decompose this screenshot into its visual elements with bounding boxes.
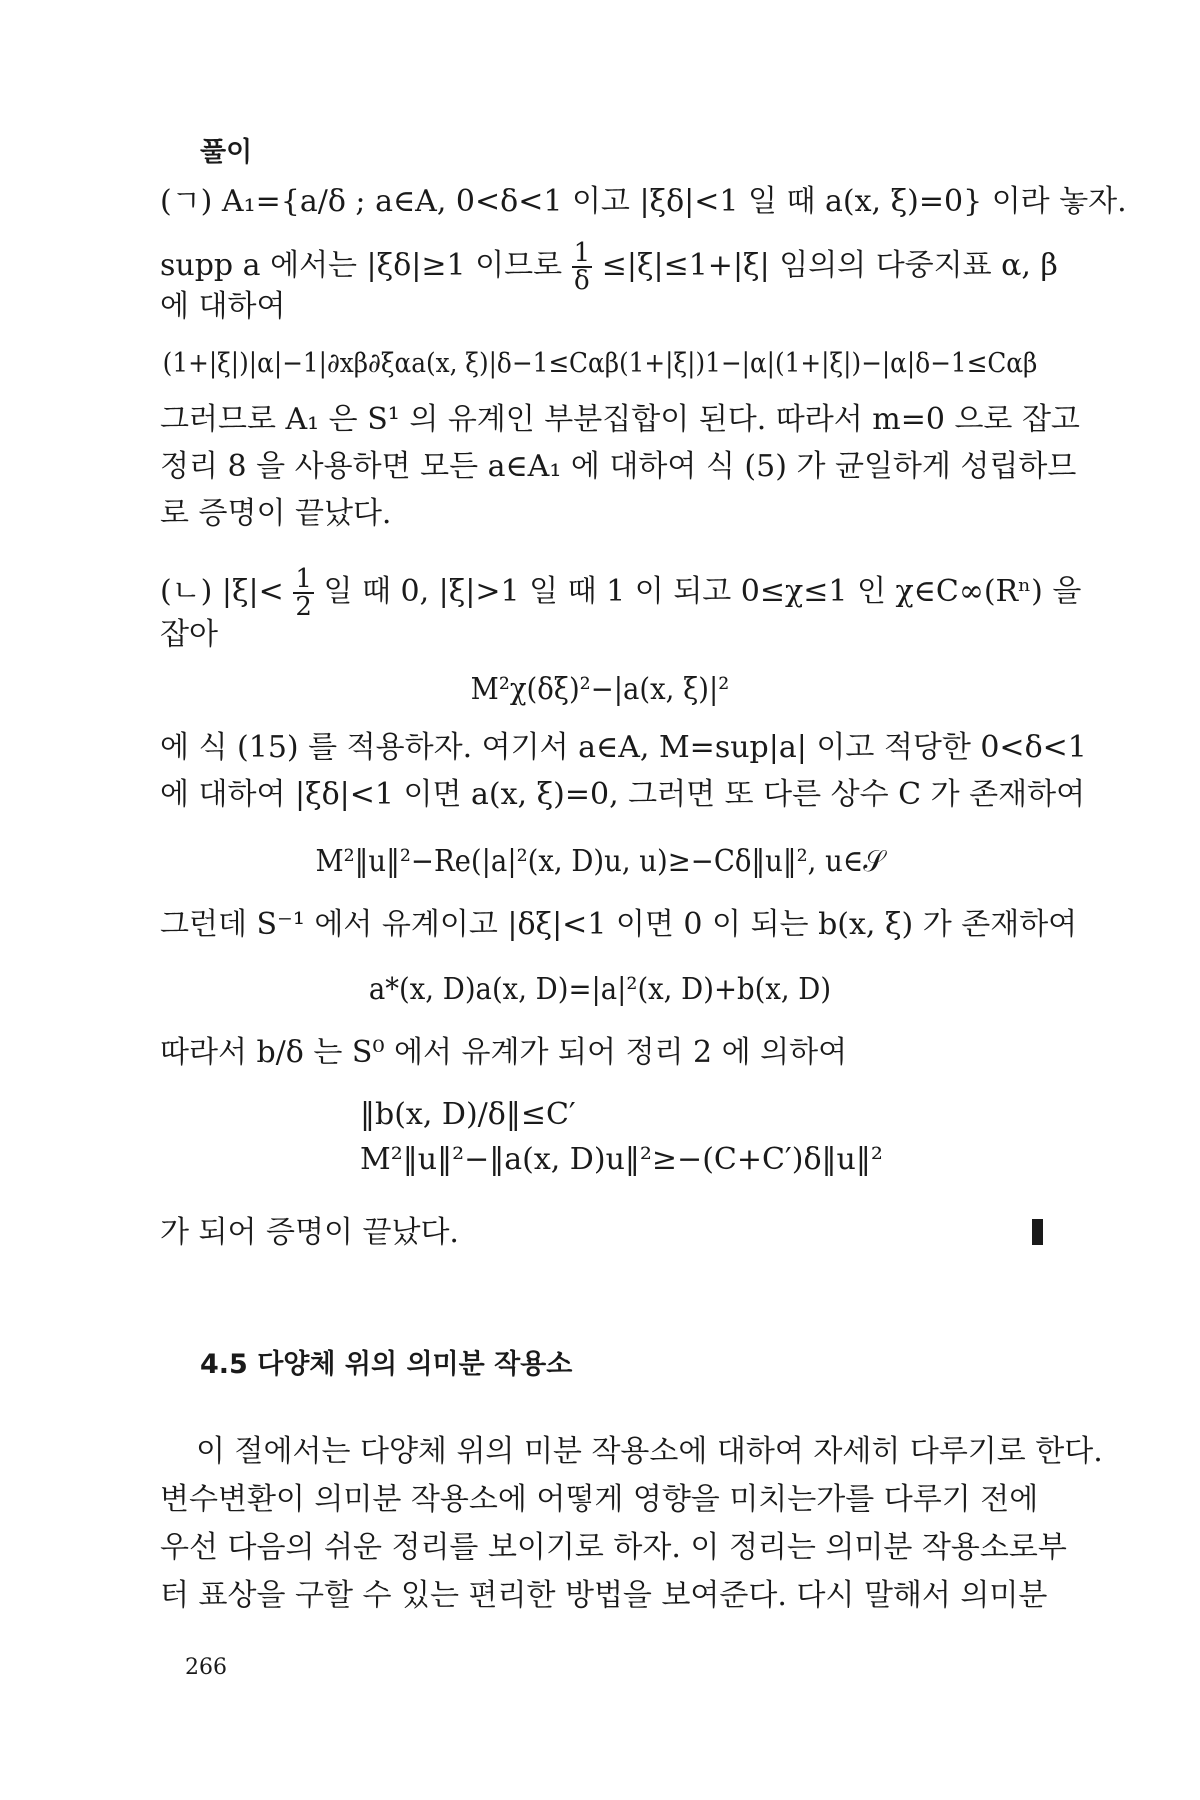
part-a-formula: (1+|ξ|)|α|−1|∂xβ∂ξαa(x, ξ)|δ−1≤Cαβ(1+|ξ|)1−|α|(1+|ξ|)−|α|δ−1≤Cαβ xyxy=(162,348,1038,379)
fraction-numerator: 1 xyxy=(295,564,312,594)
fraction-one-over-delta xyxy=(572,240,593,294)
part-b-formula-2: M²‖u‖²−Re(|a|²(x, D)u, u)≥−Cδ‖u‖², u∈𝒮 xyxy=(315,844,885,879)
part-b-line-1-pre: (ㄴ) |ξ|< xyxy=(160,574,284,609)
part-b-formula-1: M²χ(δξ)²−|a(x, ξ)|² xyxy=(470,672,730,707)
part-a-line-5: 정리 8 을 사용하면 모든 a∈A₁ 에 대하여 식 (5) 가 균일하게 성립하므 xyxy=(160,449,1077,484)
solution-heading: 풀이 xyxy=(200,137,253,168)
page-number: 266 xyxy=(185,1655,227,1680)
fraction-numerator: 1 xyxy=(573,238,591,268)
part-a-line-2-post: ≤|ξ|≤1+|ξ| 임의의 다중지표 α, β xyxy=(601,248,1058,283)
section-paragraph-line-2: 변수변환이 의미분 작용소에 어떻게 영향을 미치는가를 다루기 전에 xyxy=(160,1482,1039,1517)
fraction-denominator: δ xyxy=(574,266,590,296)
part-b-line-5: 그런데 S⁻¹ 에서 유계이고 |δξ|<1 이면 0 이 되는 b(x, ξ) 가 존재하여 xyxy=(160,907,1078,942)
fraction-denominator: 2 xyxy=(295,592,312,622)
part-b-formula-3: a*(x, D)a(x, D)=|a|²(x, D)+b(x, D) xyxy=(368,972,832,1007)
part-a-line-4: 그러므로 A₁ 은 S¹ 의 유계인 부분집합이 된다. 따라서 m=0 으로 잡고 xyxy=(160,402,1080,437)
part-a-line-1: (ㄱ) A₁={a/δ ; a∈A, 0<δ<1 이고 |ξδ|<1 일 때 a(x, ξ)=0} 이라 놓자. xyxy=(160,184,1127,219)
fraction-one-half xyxy=(293,566,314,620)
part-a-line-3: 에 대하여 xyxy=(160,289,286,324)
section-paragraph-line-1: 이 절에서는 다양체 위의 미분 작용소에 대하여 자세히 다루기로 한다. xyxy=(196,1434,1103,1469)
section-paragraph-line-4: 터 표상을 구할 수 있는 편리한 방법을 보여준다. 다시 말해서 의미분 xyxy=(160,1578,1048,1613)
part-a-line-6: 로 증명이 끝났다. xyxy=(160,496,392,531)
qed-mark xyxy=(1032,1219,1043,1245)
part-b-line-6: 따라서 b/δ 는 S⁰ 에서 유계가 되어 정리 2 에 의하여 xyxy=(160,1035,848,1070)
part-b-formula-5: M²‖u‖²−‖a(x, D)u‖²≥−(C+C′)δ‖u‖² xyxy=(360,1142,883,1177)
part-b-formula-4: ‖b(x, D)/δ‖≤C′ xyxy=(360,1097,576,1132)
part-a-line-2 xyxy=(160,240,1058,294)
part-b-line-4: 에 대하여 |ξδ|<1 이면 a(x, ξ)=0, 그러면 또 다른 상수 C 가 존재하여 xyxy=(160,777,1086,812)
part-b-line-1 xyxy=(160,566,1081,620)
part-b-line-3: 에 식 (15) 를 적용하자. 여기서 a∈A, M=sup|a| 이고 적당한 0<δ<1 xyxy=(160,730,1087,765)
part-a-line-2-pre: supp a 에서는 |ξδ|≥1 이므로 xyxy=(160,248,572,283)
section-heading: 4.5 다양체 위의 의미분 작용소 xyxy=(200,1349,573,1380)
section-paragraph-line-3: 우선 다음의 쉬운 정리를 보이기로 하자. 이 정리는 의미분 작용소로부 xyxy=(160,1530,1067,1565)
part-b-line-2: 잡아 xyxy=(160,617,218,652)
part-b-line-7: 가 되어 증명이 끝났다. xyxy=(160,1215,459,1250)
part-b-line-1-post: 일 때 0, |ξ|>1 일 때 1 이 되고 0≤χ≤1 인 χ∈C∞(Rⁿ) 을 xyxy=(323,574,1082,609)
